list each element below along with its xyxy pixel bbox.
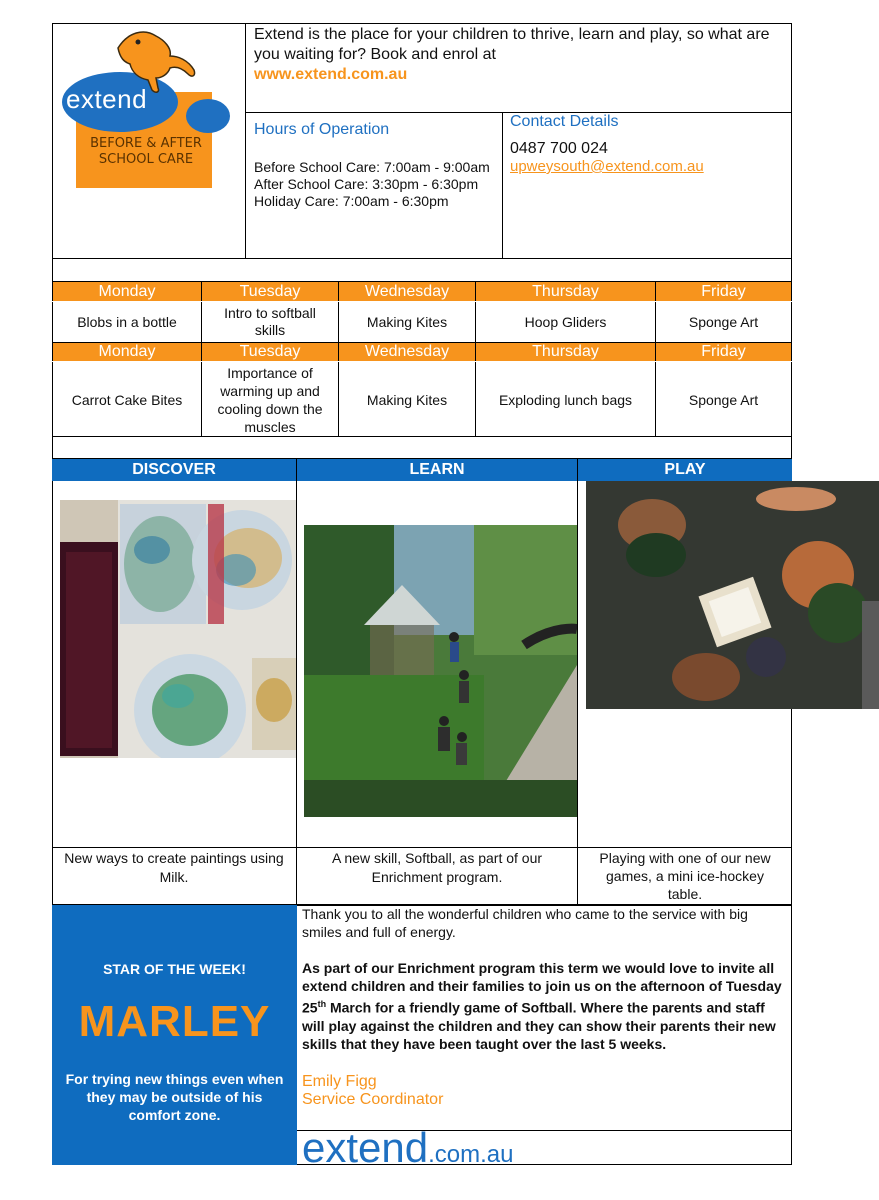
email-link[interactable]: upweysouth@extend.com.au <box>510 158 704 175</box>
intro-text: Extend is the place for your children to thrive, learn and play, so what are you waiting for? Book and enrol at <box>254 26 770 63</box>
day-header-friday-2: Friday <box>656 342 791 361</box>
play-caption: Playing with one of our new games, a mini ice-hockey table. <box>599 850 771 902</box>
week1-monday: Blobs in a bottle <box>77 314 177 330</box>
hours-title: Hours of Operation <box>254 121 390 138</box>
enrichment-text-before: As part of our Enrichment program this term we would love to invite all extend children and their families to join us on the afternoon of Tuesday 25 <box>302 960 782 1016</box>
week2-wednesday: Making Kites <box>366 391 448 408</box>
star-of-week-panel <box>52 905 297 1165</box>
star-reason: For trying new things even when they may be outside of his comfort zone. <box>65 1071 284 1123</box>
enrichment-ordinal: th <box>317 999 327 1009</box>
week2-tuesday: Importance of warming up and cooling down the muscles <box>217 364 323 435</box>
play-photo <box>586 481 879 709</box>
day-header-friday: Friday <box>656 282 791 301</box>
discover-header: DISCOVER <box>52 459 296 481</box>
footer-brand-tend: tend <box>346 1124 429 1171</box>
star-title: STAR OF THE WEEK! <box>103 961 246 977</box>
day-header-tuesday: Tuesday <box>202 282 338 301</box>
thanks-message: Thank you to all the wonderful children who came to the service with big smiles and full of energy. <box>302 906 748 940</box>
footer-brand-ex: ex <box>302 1124 347 1171</box>
logo-tagline-line1: BEFORE & AFTER <box>90 136 202 151</box>
learn-caption: A new skill, Softball, as part of our Enrichment program. <box>331 850 543 885</box>
logo-tagline-line2: SCHOOL CARE <box>98 152 194 167</box>
day-header-thursday-2: Thursday <box>476 342 655 361</box>
logo-wordmark: extend <box>66 84 148 114</box>
enrichment-text-after: March for a friendly game of Softball. Where the parents and staff will play against the children and they can show their parents their new skills that they have been taught over the last 5 weeks. <box>302 999 776 1052</box>
phone-number: 0487 700 024 <box>510 140 608 157</box>
day-header-thursday: Thursday <box>476 282 655 301</box>
star-name: MARLEY <box>78 997 271 1046</box>
learn-photo <box>304 525 577 817</box>
spacer-row <box>52 259 792 282</box>
play-header: PLAY <box>578 459 792 481</box>
discover-photo <box>60 500 296 758</box>
week1-tuesday: Intro to softball skills <box>224 305 316 338</box>
enrichment-message <box>302 959 786 1053</box>
week1-wednesday: Making Kites <box>366 314 448 330</box>
day-header-wednesday: Wednesday <box>339 282 475 301</box>
day-header-tuesday-2: Tuesday <box>202 342 338 361</box>
day-header-monday-2: Monday <box>53 342 201 361</box>
extend-logo <box>60 26 240 190</box>
day-header-wednesday-2: Wednesday <box>339 342 475 361</box>
week1-thursday: Hoop Gliders <box>524 314 607 330</box>
learn-header: LEARN <box>297 459 577 481</box>
footer-brand[interactable] <box>302 1124 514 1171</box>
week2-thursday: Exploding lunch bags <box>498 391 633 408</box>
hours-after-school: After School Care: 3:30pm - 6:30pm <box>254 176 479 192</box>
week1-friday: Sponge Art <box>688 314 759 330</box>
spacer-row-2 <box>52 437 792 459</box>
footer-brand-domain: .com.au <box>428 1141 514 1168</box>
week2-monday: Carrot Cake Bites <box>71 391 183 408</box>
discover-caption: New ways to create paintings using Milk. <box>64 850 284 885</box>
signer-role: Service Coordinator <box>302 1090 444 1108</box>
website-link[interactable]: www.extend.com.au <box>254 66 408 83</box>
week2-friday: Sponge Art <box>688 391 759 408</box>
hours-before-school: Before School Care: 7:00am - 9:00am <box>254 159 490 175</box>
day-header-monday: Monday <box>53 282 201 301</box>
hours-holiday: Holiday Care: 7:00am - 6:30pm <box>254 193 449 209</box>
contact-title: Contact Details <box>510 113 619 130</box>
signer-name: Emily Figg <box>302 1072 377 1090</box>
